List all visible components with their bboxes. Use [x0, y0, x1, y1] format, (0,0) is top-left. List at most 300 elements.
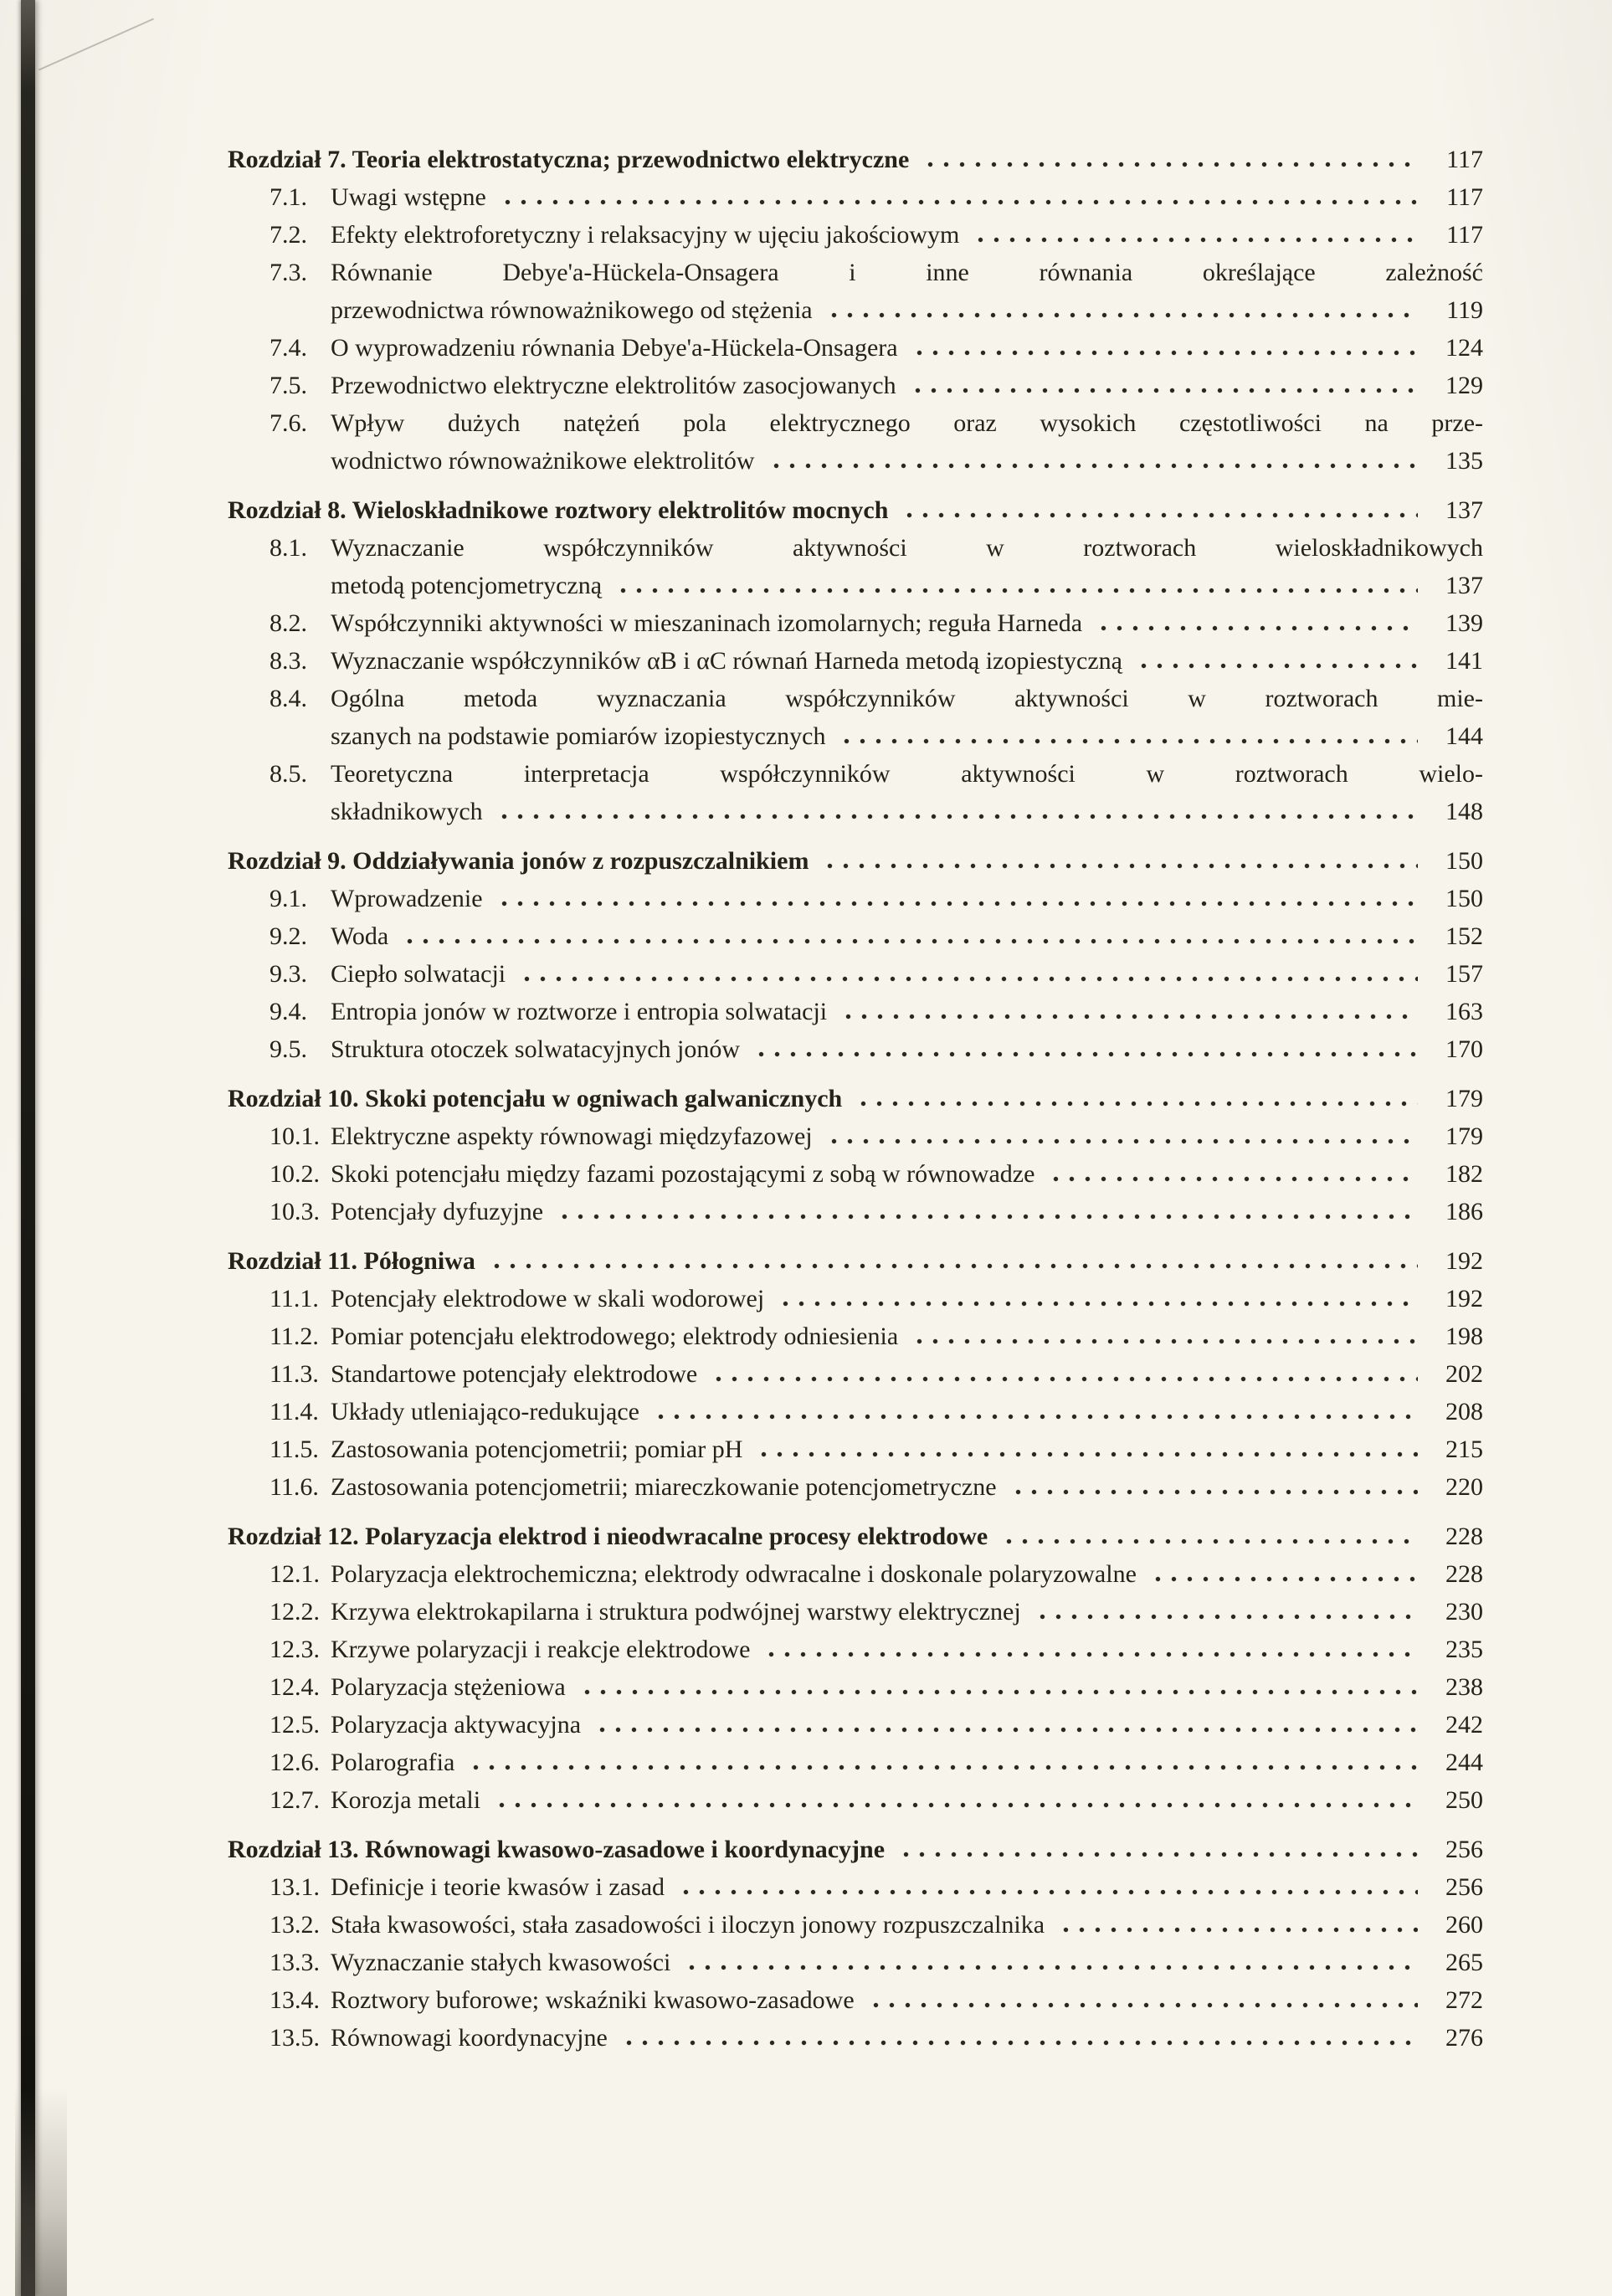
dot-leader [910, 350, 1418, 356]
entry-title: Entropia jonów w roztworze i entropia solwatacji [331, 998, 828, 1025]
toc-entry [228, 642, 1483, 680]
entry-body [331, 1155, 1483, 1193]
dot-leader [1046, 1176, 1418, 1182]
entry-page-number: 124 [1445, 334, 1483, 362]
entry-title: Pomiar potencjału elektrodowego; elektrody odniesienia [331, 1323, 899, 1350]
toc-entry [228, 1868, 1483, 1906]
dot-leader [824, 312, 1418, 318]
toc-entry [228, 216, 1483, 254]
entry-page-number: 244 [1445, 1749, 1483, 1776]
entry-body [331, 216, 1483, 254]
entry-number: 13.1. [270, 1873, 320, 1901]
entry-page-number: 141 [1445, 647, 1483, 675]
toc-chapter [228, 842, 1483, 1068]
entry-body [331, 529, 1483, 604]
entry-last-line [331, 717, 1483, 755]
chapter-page-number: 192 [1445, 1247, 1483, 1275]
chapter-heading-row [228, 491, 1483, 529]
chapter-sections [228, 1868, 1483, 2057]
entry-title: Woda [331, 922, 389, 950]
entry-page-number: 137 [1445, 572, 1483, 599]
entry-page-number: 256 [1445, 1873, 1483, 1901]
toc-chapter [228, 1518, 1483, 1819]
entry-page-number: 119 [1446, 296, 1483, 324]
toc-entry [228, 1468, 1483, 1506]
entry-page-number: 148 [1445, 798, 1483, 825]
entry-title-line: Teoretyczna interpretacja współczynników aktywności w roztworach wielo- [331, 760, 1483, 788]
entry-title: O wyprowadzeniu równania Debye'a-Hückela-Onsagera [331, 334, 898, 362]
toc-entry [228, 917, 1483, 955]
entry-page-number: 170 [1445, 1035, 1483, 1063]
entry-body [331, 1631, 1483, 1668]
toc-chapter [228, 141, 1483, 480]
chapter-heading-row [228, 141, 1483, 178]
entry-last-line [331, 291, 1483, 329]
toc-entry [228, 1355, 1483, 1393]
toc-entry [228, 1944, 1483, 1981]
entry-number: 12.3. [270, 1636, 320, 1663]
chapter-sections [228, 1280, 1483, 1506]
entry-title: Wprowadzenie [331, 885, 483, 912]
entry-last-line [331, 917, 1483, 955]
toc-entry [228, 1744, 1483, 1781]
entry-title: przewodnictwa równoważnikowego od stężenia [331, 296, 813, 324]
entry-number: 9.3. [270, 960, 307, 988]
entry-title: Polaryzacja elektrochemiczna; elektrody odwracalne i doskonale polaryzowalne [331, 1560, 1137, 1588]
entry-body [331, 1030, 1483, 1068]
dot-leader [1094, 625, 1418, 631]
entry-title: Polarografia [331, 1749, 455, 1776]
chapter-sections [228, 178, 1483, 480]
entry-number: 12.1. [270, 1560, 320, 1588]
entry-page-number: 215 [1445, 1436, 1483, 1463]
entry-body [331, 1906, 1483, 1944]
toc-entry [228, 880, 1483, 917]
dot-leader [498, 199, 1418, 205]
dot-leader [776, 1301, 1418, 1307]
entry-title: Równowagi koordynacyjne [331, 2024, 608, 2052]
entry-number: 7.4. [270, 334, 307, 362]
entry-title: Potencjały elektrodowe w skali wodorowej [331, 1285, 765, 1312]
dot-leader [578, 1689, 1418, 1695]
entry-title: Zastosowania potencjometrii; pomiar pH [331, 1436, 743, 1463]
entry-last-line [331, 1781, 1483, 1819]
entry-number: 12.5. [270, 1711, 320, 1739]
dot-leader [1033, 1614, 1418, 1620]
dot-leader [651, 1414, 1418, 1420]
entry-title: składnikowych [331, 798, 483, 825]
chapter-heading-row [228, 842, 1483, 880]
toc-entry [228, 755, 1483, 830]
scan-edge-artifact [21, 0, 35, 2296]
dot-leader [767, 463, 1418, 469]
entry-title: Polaryzacja stężeniowa [331, 1673, 566, 1701]
entry-number: 13.2. [270, 1911, 320, 1939]
toc-entry [228, 1431, 1483, 1468]
entry-last-line [331, 793, 1483, 830]
entry-last-line [331, 1393, 1483, 1431]
entry-page-number: 260 [1445, 1911, 1483, 1939]
entry-page-number: 186 [1445, 1198, 1483, 1225]
entry-last-line [331, 442, 1483, 480]
entry-title: Standartowe potencjały elektrodowe [331, 1360, 698, 1388]
dot-leader [1056, 1927, 1418, 1933]
chapter-title: Rozdział 9. Oddziaływania jonów z rozpuszczalnikiem [228, 847, 809, 875]
dot-leader [466, 1764, 1418, 1770]
chapter-title: Rozdział 7. Teoria elektrostatyczna; przewodnictwo elektryczne [228, 146, 910, 173]
dot-leader [682, 1965, 1418, 1970]
entry-page-number: 235 [1445, 1636, 1483, 1663]
entry-body [331, 1280, 1483, 1318]
toc-entry [228, 2019, 1483, 2057]
entry-last-line [331, 1981, 1483, 2019]
entry-page-number: 150 [1445, 885, 1483, 912]
toc-entry [228, 1668, 1483, 1706]
toc-entry [228, 1906, 1483, 1944]
dot-leader [921, 162, 1418, 167]
chapter-sections [228, 529, 1483, 830]
entry-title: Skoki potencjału między fazami pozostającymi z sobą w równowadze [331, 1160, 1035, 1188]
entry-page-number: 228 [1445, 1560, 1483, 1588]
entry-number: 8.4. [270, 685, 307, 712]
entry-title: Wyznaczanie współczynników αB i αC równań Harneda metodą izopiestyczną [331, 647, 1122, 675]
dot-leader [820, 863, 1418, 869]
toc-entry [228, 1631, 1483, 1668]
entry-title: Polaryzacja aktywacyjna [331, 1711, 582, 1739]
entry-last-line [331, 993, 1483, 1030]
entry-body [331, 917, 1483, 955]
entry-page-number: 157 [1445, 960, 1483, 988]
entry-number: 10.2. [270, 1160, 320, 1188]
entry-body [331, 755, 1483, 830]
entry-number: 9.4. [270, 998, 307, 1025]
entry-last-line [331, 367, 1483, 404]
dot-leader [619, 2040, 1418, 2046]
entry-number: 12.2. [270, 1598, 320, 1626]
entry-body [331, 1781, 1483, 1819]
entry-page-number: 152 [1445, 922, 1483, 950]
entry-title: Struktura otoczek solwatacyjnych jonów [331, 1035, 741, 1063]
toc-chapter [228, 1831, 1483, 2057]
entry-number: 7.6. [270, 409, 307, 437]
entry-last-line [331, 216, 1483, 254]
entry-body [331, 2019, 1483, 2057]
dot-leader [1148, 1576, 1418, 1582]
entry-body [331, 1744, 1483, 1781]
entry-title-line: Ogólna metoda wyznaczania współczynników aktywności w roztworach mie- [331, 685, 1483, 712]
entry-title: Uwagi wstępne [331, 183, 486, 211]
toc-entry [228, 254, 1483, 329]
dot-leader [910, 1338, 1418, 1344]
toc-entry [228, 1318, 1483, 1355]
toc-entry [228, 1981, 1483, 2019]
entry-last-line [331, 1280, 1483, 1318]
toc-entry [228, 993, 1483, 1030]
entry-page-number: 238 [1445, 1673, 1483, 1701]
entry-last-line [331, 329, 1483, 367]
entry-page-number: 144 [1445, 722, 1483, 750]
entry-number: 7.3. [270, 259, 307, 286]
entry-last-line [331, 1193, 1483, 1230]
entry-number: 9.5. [270, 1035, 307, 1063]
entry-last-line [331, 642, 1483, 680]
chapter-title: Rozdział 8. Wieloskładnikowe roztwory elektrolitów mocnych [228, 496, 889, 524]
entry-page-number: 230 [1445, 1598, 1483, 1626]
entry-body [331, 1468, 1483, 1506]
chapter-page-number: 228 [1445, 1523, 1483, 1550]
entry-last-line [331, 880, 1483, 917]
entry-page-number: 242 [1445, 1711, 1483, 1739]
dot-leader [762, 1651, 1418, 1657]
chapter-page-number: 137 [1445, 496, 1483, 524]
entry-title: szanych na podstawie pomiarów izopiestycznych [331, 722, 826, 750]
dot-leader [593, 1727, 1418, 1733]
dot-leader [866, 2002, 1418, 2008]
toc-entry [228, 1193, 1483, 1230]
toc-entry [228, 680, 1483, 755]
entry-body [331, 604, 1483, 642]
toc-entry [228, 955, 1483, 993]
chapter-heading-row [228, 1518, 1483, 1555]
entry-number: 9.1. [270, 885, 307, 912]
entry-page-number: 117 [1446, 221, 1483, 249]
entry-title: Współczynniki aktywności w mieszaninach izomolarnych; reguła Harneda [331, 609, 1083, 637]
entry-number: 10.1. [270, 1122, 320, 1150]
entry-body [331, 1593, 1483, 1631]
entry-page-number: 276 [1445, 2024, 1483, 2052]
chapter-heading-row [228, 1831, 1483, 1868]
dot-leader [752, 1051, 1418, 1057]
entry-number: 9.2. [270, 922, 307, 950]
entry-number: 13.3. [270, 1949, 320, 1976]
toc-entry [228, 529, 1483, 604]
entry-title: Definicje i teorie kwasów i zasad [331, 1873, 665, 1901]
entry-body [331, 680, 1483, 755]
table-of-contents [228, 141, 1483, 2057]
dot-leader [896, 1852, 1418, 1857]
entry-page-number: 117 [1446, 183, 1483, 211]
entry-number: 13.5. [270, 2024, 320, 2052]
entry-title: Układy utleniająco-redukujące [331, 1398, 639, 1425]
entry-title-line: Wyznaczanie współczynników aktywności w roztworach wieloskładnikowych [331, 534, 1483, 562]
entry-title: Zastosowania potencjometrii; miareczkowanie potencjometryczne [331, 1473, 997, 1501]
entry-body [331, 178, 1483, 216]
chapter-page-number: 256 [1445, 1836, 1483, 1863]
chapter-title: Rozdział 13. Równowagi kwasowo-zasadowe i koordynacyjne [228, 1836, 886, 1863]
entry-title: Potencjały dyfuzyjne [331, 1198, 544, 1225]
entry-title: Krzywa elektrokapilarna i struktura podwójnej warstwy elektrycznej [331, 1598, 1021, 1626]
entry-number: 11.1. [270, 1285, 319, 1312]
entry-number: 11.2. [270, 1323, 319, 1350]
entry-body [331, 1318, 1483, 1355]
entry-title: metodą potencjometryczną [331, 572, 603, 599]
dot-leader [555, 1214, 1418, 1220]
entry-number: 8.2. [270, 609, 307, 637]
entry-body [331, 367, 1483, 404]
dot-leader [999, 1538, 1418, 1544]
entry-body [331, 1706, 1483, 1744]
dot-leader [709, 1376, 1418, 1382]
entry-title: Elektryczne aspekty równowagi międzyfazowej [331, 1122, 813, 1150]
toc-entry [228, 367, 1483, 404]
dot-leader [837, 738, 1418, 744]
entry-page-number: 129 [1445, 372, 1483, 399]
toc-entry [228, 1280, 1483, 1318]
entry-last-line [331, 1744, 1483, 1781]
dot-leader [1009, 1489, 1418, 1495]
entry-page-number: 192 [1445, 1285, 1483, 1312]
entry-page-number: 220 [1445, 1473, 1483, 1501]
chapter-page-number: 150 [1445, 847, 1483, 875]
entry-page-number: 198 [1445, 1323, 1483, 1350]
entry-last-line [331, 1555, 1483, 1593]
dot-leader [754, 1451, 1418, 1457]
entry-number: 12.4. [270, 1673, 320, 1701]
entry-number: 8.5. [270, 760, 307, 788]
entry-last-line [331, 1668, 1483, 1706]
scan-fold-line [39, 18, 154, 71]
entry-body [331, 1944, 1483, 1981]
entry-title: Krzywe polaryzacji i reakcje elektrodowe [331, 1636, 751, 1663]
entry-number: 12.7. [270, 1786, 320, 1814]
entry-number: 13.4. [270, 1986, 320, 2014]
entry-number: 7.1. [270, 183, 307, 211]
entry-last-line [331, 1944, 1483, 1981]
toc-entry [228, 1706, 1483, 1744]
entry-body [331, 1981, 1483, 2019]
entry-last-line [331, 178, 1483, 216]
toc-entry [228, 1593, 1483, 1631]
entry-last-line [331, 1117, 1483, 1155]
toc-chapter [228, 1242, 1483, 1506]
entry-title-line: Wpływ dużych natężeń pola elektrycznego oraz wysokich częstotliwości na prze- [331, 409, 1483, 437]
chapter-title: Rozdział 12. Polaryzacja elektrod i nieodwracalne procesy elektrodowe [228, 1523, 988, 1550]
chapter-title: Rozdział 11. Półogniwa [228, 1247, 475, 1275]
entry-body [331, 642, 1483, 680]
entry-title: Roztwory buforowe; wskaźniki kwasowo-zasadowe [331, 1986, 855, 2014]
entry-page-number: 208 [1445, 1398, 1483, 1425]
entry-page-number: 265 [1445, 1949, 1483, 1976]
entry-last-line [331, 955, 1483, 993]
entry-body [331, 1555, 1483, 1593]
entry-body [331, 1355, 1483, 1393]
entry-title: wodnictwo równoważnikowe elektrolitów [331, 447, 755, 475]
entry-page-number: 163 [1445, 998, 1483, 1025]
entry-last-line [331, 1431, 1483, 1468]
toc-entry [228, 329, 1483, 367]
entry-body [331, 993, 1483, 1030]
toc-chapter [228, 491, 1483, 830]
entry-last-line [331, 1631, 1483, 1668]
dot-leader [487, 1263, 1418, 1269]
dot-leader [492, 1802, 1418, 1808]
dot-leader [908, 388, 1418, 393]
entry-body [331, 1431, 1483, 1468]
entry-body [331, 329, 1483, 367]
entry-last-line [331, 1318, 1483, 1355]
entry-last-line [331, 567, 1483, 604]
entry-last-line [331, 1706, 1483, 1744]
entry-title-line: Równanie Debye'a-Hückela-Onsagera i inne równania określające zależność [331, 259, 1483, 286]
entry-body [331, 1868, 1483, 1906]
entry-title: Wyznaczanie stałych kwasowości [331, 1949, 671, 1976]
entry-number: 11.6. [270, 1473, 319, 1501]
dot-leader [517, 976, 1418, 982]
entry-number: 8.3. [270, 647, 307, 675]
entry-number: 11.3. [270, 1360, 319, 1388]
entry-last-line [331, 1868, 1483, 1906]
entry-last-line [331, 2019, 1483, 2057]
entry-page-number: 202 [1445, 1360, 1483, 1388]
dot-leader [400, 938, 1418, 944]
dot-leader [613, 588, 1418, 593]
toc-entry [228, 404, 1483, 480]
dot-leader [900, 512, 1418, 518]
entry-number: 11.5. [270, 1436, 319, 1463]
chapter-page-number: 117 [1446, 146, 1483, 173]
entry-last-line [331, 1155, 1483, 1193]
entry-page-number: 179 [1445, 1122, 1483, 1150]
entry-number: 11.4. [270, 1398, 319, 1425]
entry-title: Efekty elektroforetyczny i relaksacyjny w ujęciu jakościowym [331, 221, 960, 249]
entry-title: Korozja metali [331, 1786, 481, 1814]
dot-leader [1134, 663, 1418, 669]
entry-body [331, 1668, 1483, 1706]
entry-last-line [331, 1593, 1483, 1631]
entry-body [331, 1393, 1483, 1431]
entry-page-number: 182 [1445, 1160, 1483, 1188]
entry-page-number: 272 [1445, 1986, 1483, 2014]
entry-last-line [331, 1906, 1483, 1944]
toc-entry [228, 1555, 1483, 1593]
entry-title: Przewodnictwo elektryczne elektrolitów zasocjowanych [331, 372, 896, 399]
toc-entry [228, 1155, 1483, 1193]
dot-leader [495, 814, 1418, 819]
dot-leader [495, 901, 1418, 907]
entry-page-number: 139 [1445, 609, 1483, 637]
entry-number: 7.5. [270, 372, 307, 399]
chapter-heading-row [228, 1242, 1483, 1280]
entry-body [331, 1117, 1483, 1155]
dot-leader [854, 1101, 1418, 1107]
toc-entry [228, 178, 1483, 216]
entry-page-number: 135 [1445, 447, 1483, 475]
toc-entry [228, 1393, 1483, 1431]
chapter-sections [228, 1555, 1483, 1819]
toc-entry [228, 1030, 1483, 1068]
entry-last-line [331, 1355, 1483, 1393]
dot-leader [839, 1014, 1418, 1020]
toc-chapter [228, 1080, 1483, 1230]
entry-body [331, 955, 1483, 993]
entry-body [331, 880, 1483, 917]
chapter-page-number: 179 [1445, 1085, 1483, 1112]
toc-entry [228, 1117, 1483, 1155]
entry-last-line [331, 1468, 1483, 1506]
toc-entry [228, 1781, 1483, 1819]
entry-body [331, 1193, 1483, 1230]
entry-title: Stała kwasowości, stała zasadowości i iloczyn jonowy rozpuszczalnika [331, 1911, 1045, 1939]
toc-entry [228, 604, 1483, 642]
chapter-sections [228, 880, 1483, 1068]
entry-page-number: 250 [1445, 1786, 1483, 1814]
entry-number: 10.3. [270, 1198, 320, 1225]
entry-number: 8.1. [270, 534, 307, 562]
dot-leader [971, 237, 1418, 243]
chapter-heading-row [228, 1080, 1483, 1117]
chapter-title: Rozdział 10. Skoki potencjału w ogniwach galwanicznych [228, 1085, 843, 1112]
chapter-sections [228, 1117, 1483, 1230]
